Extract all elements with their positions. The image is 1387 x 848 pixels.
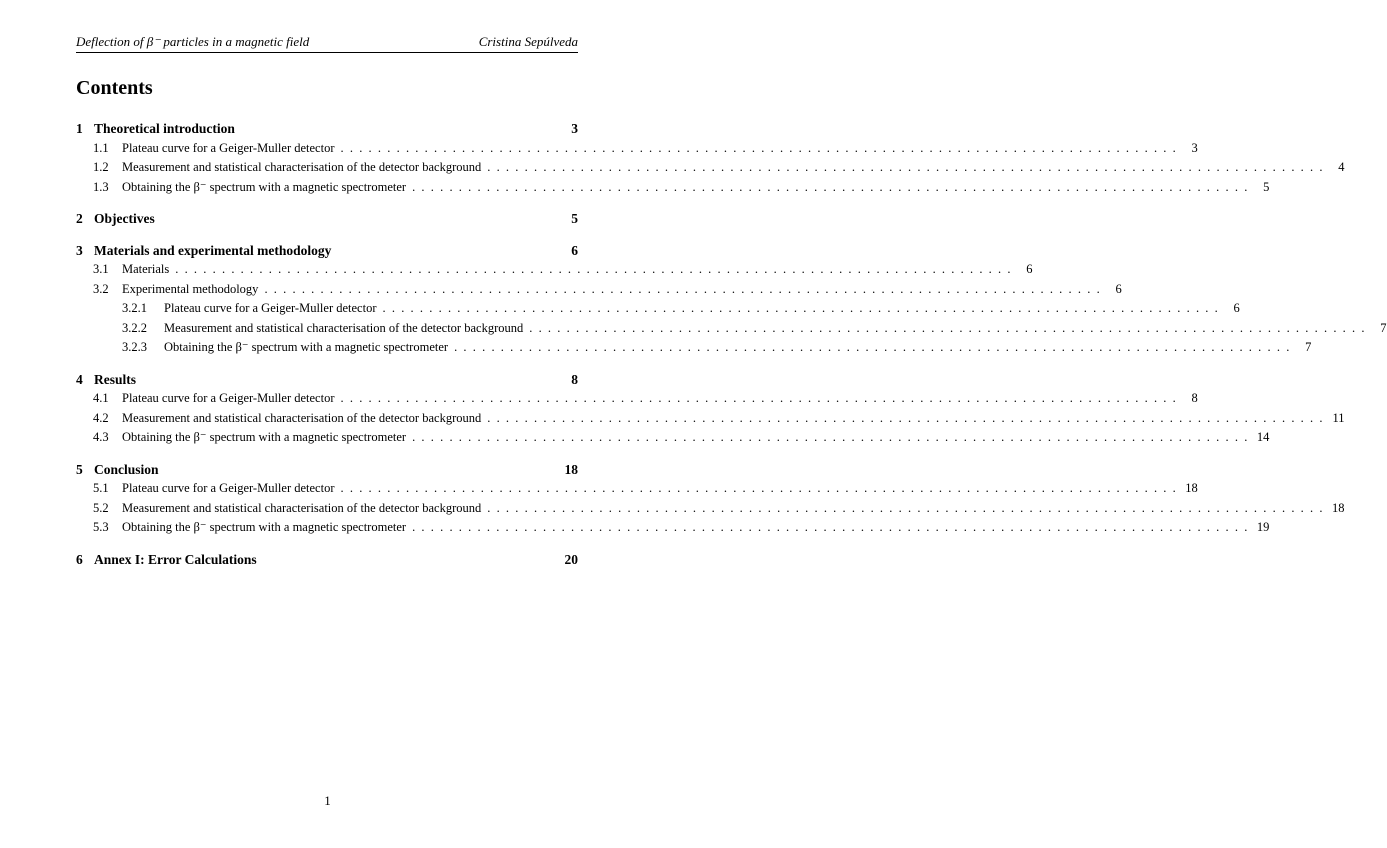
toc-entry-page: 6 bbox=[1233, 301, 1240, 315]
toc-entry-title: Annex I: Error Calculations bbox=[94, 551, 257, 567]
toc-entry-number: 5.3 bbox=[93, 520, 109, 534]
toc-entry-title: Materials bbox=[122, 262, 170, 276]
toc-subsection-entry[interactable] bbox=[76, 158, 1345, 178]
toc-subsubsection-entry[interactable] bbox=[76, 299, 1240, 319]
toc-entry-page: 14 bbox=[1256, 430, 1270, 444]
toc-entry-page: 6 bbox=[1026, 262, 1033, 276]
toc-entry-title: Measurement and statistical characterisation of the detector background bbox=[122, 160, 482, 174]
contents-heading: Contents bbox=[76, 77, 153, 99]
toc-gap bbox=[76, 358, 578, 370]
toc-entry-page: 8 bbox=[571, 371, 579, 387]
toc-entry-number: 1.3 bbox=[93, 179, 109, 194]
header-author: Cristina Sepúlveda bbox=[478, 34, 578, 49]
toc-entry-number: 1.1 bbox=[93, 140, 109, 155]
toc-entry-number: 1 bbox=[76, 121, 83, 136]
toc-section-entry[interactable] bbox=[76, 209, 578, 229]
toc-entry-page: 3 bbox=[571, 121, 578, 136]
toc-entry-number: 3.2 bbox=[93, 281, 109, 296]
toc-dot-leader bbox=[487, 158, 1322, 178]
toc-subsection-entry[interactable] bbox=[76, 518, 1270, 538]
toc-entry-number: 6 bbox=[76, 551, 83, 567]
toc-dot-leader bbox=[454, 338, 1289, 358]
toc-entry-page: 20 bbox=[564, 551, 579, 567]
toc-entry-page: 18 bbox=[1185, 481, 1198, 495]
toc-entry-page: 4 bbox=[1338, 160, 1345, 174]
toc-entry-title: Obtaining the β⁻ spectrum with a magnetic spectrometer bbox=[122, 179, 407, 194]
toc-entry-title: Plateau curve for a Geiger-Muller detector bbox=[122, 391, 335, 405]
toc-dot-leader bbox=[175, 260, 1010, 280]
header-rule bbox=[76, 52, 578, 53]
toc-entry-number: 4.3 bbox=[93, 430, 109, 444]
toc-entry-number: 3.1 bbox=[93, 262, 109, 276]
toc-entry-number: 5 bbox=[76, 461, 83, 477]
toc-entry-title: Measurement and statistical characterisation of the detector background bbox=[122, 410, 482, 425]
toc-dot-leader bbox=[412, 518, 1247, 538]
toc-subsection-entry[interactable] bbox=[76, 178, 1270, 198]
toc-entry-number: 3 bbox=[76, 242, 83, 258]
toc-subsubsection-entry[interactable] bbox=[76, 319, 1387, 339]
toc-entry-page: 18 bbox=[564, 461, 578, 477]
toc-dot-leader bbox=[487, 409, 1322, 429]
toc-dot-leader bbox=[487, 499, 1322, 519]
toc-entry-page: 7 bbox=[1305, 340, 1312, 354]
table-of-contents bbox=[76, 119, 1387, 569]
toc-dot-leader bbox=[341, 389, 1176, 409]
header-title: Deflection of β⁻ particles in a magnetic field bbox=[76, 34, 310, 49]
running-header bbox=[76, 34, 578, 50]
toc-subsection-entry[interactable] bbox=[76, 428, 1270, 448]
toc-entry-title: Theoretical introduction bbox=[94, 121, 235, 136]
toc-subsection-entry[interactable] bbox=[76, 479, 1198, 499]
toc-entry-number: 3.2.2 bbox=[122, 320, 147, 335]
toc-entry-title: Conclusion bbox=[94, 461, 159, 477]
toc-gap bbox=[76, 197, 578, 209]
toc-entry-page: 6 bbox=[1115, 281, 1122, 296]
toc-entry-title: Objectives bbox=[94, 211, 155, 226]
toc-entry-page: 5 bbox=[571, 211, 579, 226]
toc-entry-title: Results bbox=[94, 371, 137, 387]
toc-entry-number: 2 bbox=[76, 211, 83, 226]
toc-entry-number: 5.2 bbox=[93, 500, 109, 515]
page-number: 1 bbox=[324, 793, 331, 808]
toc-section-entry[interactable] bbox=[76, 370, 578, 390]
toc-subsection-entry[interactable] bbox=[76, 499, 1345, 519]
toc-entry-page: 7 bbox=[1380, 320, 1387, 335]
toc-dot-leader bbox=[529, 319, 1364, 339]
toc-entry-page: 8 bbox=[1191, 391, 1198, 405]
toc-entry-title: Plateau curve for a Geiger-Muller detector bbox=[164, 301, 377, 315]
toc-section-entry[interactable] bbox=[76, 241, 578, 261]
toc-dot-leader bbox=[341, 479, 1176, 499]
toc-entry-title: Obtaining the β⁻ spectrum with a magnetic spectrometer bbox=[164, 340, 449, 354]
toc-section-entry[interactable] bbox=[76, 550, 578, 570]
toc-entry-title: Measurement and statistical characterisation of the detector background bbox=[122, 500, 482, 515]
toc-entry-title: Measurement and statistical characterisation of the detector background bbox=[164, 320, 524, 335]
toc-entry-page: 11 bbox=[1332, 410, 1345, 425]
toc-dot-leader bbox=[264, 280, 1099, 300]
toc-entry-number: 3.2.3 bbox=[122, 340, 147, 354]
toc-entry-page: 19 bbox=[1256, 520, 1270, 534]
toc-subsection-entry[interactable] bbox=[76, 389, 1198, 409]
toc-entry-number: 4.2 bbox=[93, 410, 109, 425]
toc-subsection-entry[interactable] bbox=[76, 139, 1198, 159]
toc-section-entry[interactable] bbox=[76, 119, 578, 139]
toc-gap bbox=[76, 448, 578, 460]
toc-dot-leader bbox=[383, 299, 1218, 319]
toc-entry-number: 5.1 bbox=[93, 481, 109, 495]
toc-entry-page: 3 bbox=[1191, 140, 1198, 155]
toc-entry-title: Plateau curve for a Geiger-Muller detector bbox=[122, 140, 335, 155]
toc-subsubsection-entry[interactable] bbox=[76, 338, 1312, 358]
toc-subsection-entry[interactable] bbox=[76, 280, 1122, 300]
toc-entry-page: 5 bbox=[1263, 179, 1270, 194]
toc-entry-title: Experimental methodology bbox=[122, 281, 259, 296]
toc-entry-number: 4.1 bbox=[93, 391, 109, 405]
toc-dot-leader bbox=[412, 178, 1247, 198]
toc-entry-title: Plateau curve for a Geiger-Muller detector bbox=[122, 481, 335, 495]
toc-dot-leader bbox=[412, 428, 1247, 448]
toc-gap bbox=[76, 229, 578, 241]
toc-gap bbox=[76, 538, 578, 550]
toc-entry-page: 6 bbox=[571, 242, 579, 258]
toc-entry-title: Obtaining the β⁻ spectrum with a magnetic spectrometer bbox=[122, 520, 407, 534]
toc-entry-number: 4 bbox=[76, 371, 83, 387]
toc-entry-number: 3.2.1 bbox=[122, 301, 147, 315]
toc-subsection-entry[interactable] bbox=[76, 260, 1033, 280]
toc-entry-number: 1.2 bbox=[93, 160, 109, 174]
toc-entry-title: Obtaining the β⁻ spectrum with a magnetic spectrometer bbox=[122, 430, 407, 444]
toc-section-entry[interactable] bbox=[76, 460, 578, 480]
toc-entry-title: Materials and experimental methodology bbox=[94, 242, 332, 258]
toc-dot-leader bbox=[341, 139, 1176, 159]
toc-entry-page: 18 bbox=[1332, 500, 1345, 515]
toc-subsection-entry[interactable] bbox=[76, 409, 1345, 429]
